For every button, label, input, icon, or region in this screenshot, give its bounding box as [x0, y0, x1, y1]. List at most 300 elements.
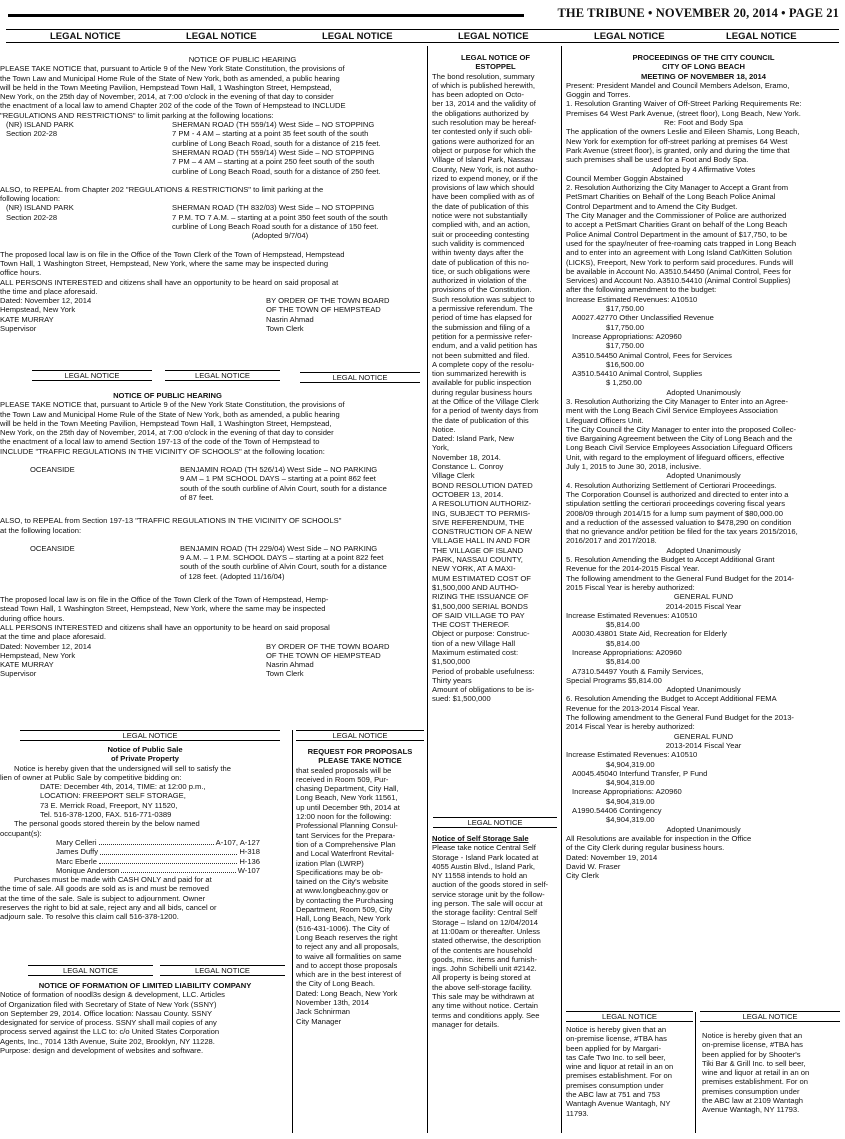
column-divider: [561, 46, 562, 1133]
occupant-unit: H-136: [239, 856, 260, 866]
text-line: at 11:00am or thereafter. Unless: [432, 926, 540, 936]
text-line: Please take notice Central Self: [432, 843, 536, 853]
text-line: Maximum estimated cost:: [432, 648, 519, 657]
text-line: The City Council the City Manager to enter into the proposed Collec-: [566, 424, 797, 434]
text-line: Dated: November 19, 2014: [566, 852, 658, 862]
text-line: notice were not substantially: [432, 211, 528, 221]
rfp-line: tained on the City's website: [296, 877, 389, 887]
location-line: 7 P.M. TO 7 A.M. – starting at a point 350 feet south of the south: [172, 212, 388, 222]
rfp-line: and Local Waterfront Revital-: [296, 849, 395, 859]
llc-line: on September 29, 2014. Office location: Nassau County. SSNY: [0, 1008, 213, 1018]
location-line: 7 PM - 4 AM – starting at a point 35 feet south of the south: [172, 129, 369, 139]
signature-line: Hempstead, New York: [0, 305, 76, 315]
estoppel-body: [432, 72, 559, 704]
text-line: Revenue for the 2014-2015 Fiscal Year.: [566, 564, 700, 574]
text-line: Goggin and Torres.: [566, 90, 631, 100]
repeal-line: following location:: [0, 194, 60, 204]
rfp-line: at www.longbeachny.gov or: [296, 886, 389, 896]
text-line: tas Cafe Two Inc. to sell beer,: [566, 1052, 666, 1062]
text-line: to accept a PetSmart Charities Grant on behalf of the Long Beach: [566, 220, 788, 230]
text-line: the obligations authorized by: [432, 108, 529, 118]
location-line: SHERMAN ROAD (TH 832/03) West Side – NO STOPPING: [172, 203, 375, 213]
text-line: Constance L. Conroy: [432, 462, 504, 472]
text-line: Special Programs $5,814.00: [566, 675, 662, 685]
sale-line: The personal goods stored therein by the below named: [14, 819, 200, 829]
occupant-row: [56, 847, 260, 856]
text-line: Adopted Unanimously: [666, 387, 741, 397]
occupant-unit: W-107: [237, 865, 260, 875]
signature-line: BY ORDER OF THE TOWN BOARD: [266, 296, 390, 306]
location-line: curbline of Long Beach Road, south for a distance of 215 feet.: [172, 138, 381, 148]
location-line: BENJAMIN ROAD (TH 229/04) West Side – NO PARKING: [180, 543, 378, 553]
liquor-license-notice-1: [566, 1025, 693, 1135]
notice-title: PLEASE TAKE NOTICE: [318, 756, 402, 766]
sale-line: the time of sale. All goods are sold as is and must be removed: [0, 884, 209, 894]
council-line: President Mandel and Council Members Adelson, Eramo,: [596, 80, 790, 90]
occupant-name: Marc Eberle: [56, 856, 97, 866]
rfp-line: Specifications may be ob-: [296, 867, 383, 877]
text-line: Unit, with regard to the employment of lifeguard officers, effective: [566, 452, 785, 462]
text-line: A3510.54450 Animal Control, Fees for Services: [572, 350, 732, 360]
sale-line: at the time of the sale. Sale is subject to adjournment. Owner: [0, 893, 206, 903]
legal-notice-label: LEGAL NOTICE: [433, 817, 557, 828]
rfp-line: chasing Department, City Hall,: [296, 784, 399, 794]
rfp-line: (516-431-1006). The City of: [296, 923, 390, 933]
text-line: after the following amendment to the budget:: [566, 285, 717, 295]
rfp-line: up until December 9th, 2014 at: [296, 802, 400, 812]
text-line: Avenue Wantagh, NY 11793.: [702, 1105, 800, 1115]
notice-title: NOTICE OF PUBLIC HEARING: [113, 391, 222, 400]
sale-line: adjourn sale. To resolve this claim call 516-378-1200.: [0, 912, 179, 922]
text-line: THE VILLAGE OF ISLAND: [432, 545, 524, 555]
signature-line: Dated: November 12, 2014: [0, 296, 92, 306]
text-line: Village Clerk: [432, 471, 475, 481]
body-line: the Town Law and Municipal Home Rule of the State of New York, both as amended, a public hearing: [0, 73, 340, 83]
text-line: 2013-2014 Fiscal Year: [665, 740, 742, 750]
text-line: the storage facility: Central Self: [432, 908, 538, 918]
text-line: object or purpose for which the: [432, 145, 536, 155]
repeal-line: ALSO, to REPEAL from Chapter 202 "REGULATIONS & RESTRICTIONS" to limit parking at the: [0, 184, 324, 194]
text-line: Increase Estimated Revenues: A10510: [566, 750, 698, 760]
signature-block: [0, 642, 425, 679]
text-line: a permissive referendum. The: [432, 304, 533, 314]
text-line: (LICKS), Freeport, New York to perform said procedures. Funds will: [566, 257, 794, 267]
text-line: All Resolutions are available for inspection in the Office: [566, 833, 752, 843]
parking-location: [0, 465, 425, 502]
text-line: of the contents are household: [432, 945, 533, 955]
text-line: Notice is hereby given that an: [702, 1031, 803, 1040]
legal-notice-label: LEGAL NOTICE: [28, 965, 153, 976]
text-line: endum, and a valid petition has: [432, 341, 538, 351]
location-line: of 87 feet.: [180, 492, 214, 502]
column-divider: [695, 1012, 696, 1133]
text-line: Increase Appropriations: A20960: [572, 787, 682, 797]
sale-line: Purchases must be made with CASH ONLY and paid for at: [14, 875, 212, 885]
rfp-line: tion of a Comprehensive Plan: [296, 839, 396, 849]
rfp-line: Department, Room 509, City: [296, 905, 393, 915]
text-line: Control Department and to Amend the City Budget.: [566, 201, 738, 211]
text-line: Adopted Unanimously: [666, 471, 741, 481]
text-line: be available in Account No. A3510.54450 (Animal Control, Fees for: [566, 266, 791, 276]
signature-line: Nasrin Ahmad: [266, 314, 314, 324]
location-line: 9 A.M. – 1 P.M. SCHOOL DAYS – starting at a point 822 feet: [180, 553, 384, 563]
text-line: OCTOBER 13, 2014.: [432, 489, 504, 499]
text-line: the ABC law at 2109 Wantagh: [702, 1096, 804, 1106]
text-line: tive Bargaining Agreement between the City of Long Beach and the: [566, 434, 793, 444]
rfp-line: which are in the best interest of: [296, 970, 402, 980]
rfp-line: Jack Schnirman: [296, 1007, 351, 1017]
file-line: The proposed local law is on file in the Office of the Town Clerk of the Town of Hempstead, Hemp-: [0, 595, 329, 605]
file-line: The proposed local law is on file in the Office of the Town Clerk of the Town of Hempstead, Hempstead: [0, 249, 345, 259]
notice-title: LEGAL NOTICE OF: [460, 53, 531, 62]
text-line: Thirty years: [432, 675, 472, 685]
location-section: Section 202-28: [6, 129, 58, 139]
parking-location: [0, 544, 425, 581]
text-line: The City Manager and the Commissioner of Police are authorized: [566, 211, 787, 221]
text-line: Dated: Island Park, New: [432, 434, 514, 444]
text-line: All property is being stored at: [432, 973, 531, 983]
text-line: Notice is hereby given that an: [566, 1025, 667, 1034]
column-divider: [292, 730, 293, 1133]
text-line: A3510.54410 Animal Control, Supplies: [572, 369, 703, 379]
text-line: 11793.: [566, 1108, 589, 1118]
legal-notice-label: LEGAL NOTICE: [160, 965, 285, 976]
text-line: Adopted Unanimously: [666, 824, 741, 834]
location-line: BENJAMIN ROAD (TH 526/14) West Side – NO PARKING: [180, 465, 378, 475]
text-line: provisions of the Constitution.: [432, 285, 532, 295]
liquor-license-notice-2: [702, 1031, 840, 1135]
signature-line: Town Clerk: [266, 324, 304, 334]
text-line: 5. Resolution Amending the Budget to Accept Additional Grant: [566, 555, 775, 565]
present-label: Present:: [566, 80, 595, 90]
text-line: Park Avenue (street floor), is granted, only and during the time that: [566, 145, 790, 155]
text-line: York,: [432, 443, 450, 453]
text-line: Such resolution was subject to: [432, 294, 535, 304]
masthead-title: THE TRIBUNE • NOVEMBER 20, 2014 • PAGE 21: [557, 6, 839, 20]
location-name: OCEANSIDE: [30, 465, 75, 475]
text-line: A7310.54497 Youth & Family Services,: [572, 666, 704, 676]
text-line: premises consumption under: [566, 1080, 664, 1090]
text-line: 2015 Fiscal Year is hereby authorized:: [566, 582, 695, 592]
section-header-bar: [6, 29, 839, 43]
text-line: Tiki Bar & Grill Inc. to sell beer,: [702, 1058, 806, 1068]
notice-title: REQUEST FOR PROPOSALS: [307, 747, 413, 756]
file-line: ALL PERSONS INTERESTED and citizens shall have an opportunity to be heard on said proposal: [0, 622, 330, 632]
location-line: curbline of Long Beach Road south for a distance of 150 feet.: [172, 222, 379, 232]
section-label: LEGAL NOTICE: [322, 31, 393, 42]
text-line: July 1, 2015 to June 30, 2018, inclusive.: [566, 462, 702, 472]
signature-line: OF THE TOWN OF HEMPSTEAD: [266, 305, 381, 315]
text-line: CONSTRUCTION OF A NEW: [432, 527, 532, 537]
request-for-proposals-notice: [296, 747, 424, 1133]
text-line: sued: $1,500,000: [432, 694, 491, 704]
body-line: will be held in the Town Meeting Pavilion, Hempstead Town Hall, 1 Washington Street, Hempstead,: [0, 418, 332, 428]
sale-line: Notice is hereby given that the undersigned will sell to satisfy the: [14, 763, 231, 773]
text-line: BOND RESOLUTION DATED: [432, 480, 533, 490]
signature-line: Nasrin Ahmad: [266, 660, 314, 670]
text-line: The Corporation Counsel is authorized and directed to enter into a: [566, 489, 789, 499]
signature-line: BY ORDER OF THE TOWN BOARD: [266, 641, 390, 651]
legal-notice-label: LEGAL NOTICE: [20, 730, 280, 741]
signature-line: Supervisor: [0, 669, 37, 679]
text-line: NY 11558 intends to hold an: [432, 871, 528, 881]
body-line: the enactment of a local law to amend Section 197-13 of the code of the Town of Hempstead to: [0, 437, 320, 447]
text-line: Increase Appropriations: A20960: [572, 648, 682, 657]
council-body: [566, 90, 841, 880]
text-line: date of publication of this no-: [432, 257, 530, 267]
notice-title: NOTICE OF PUBLIC HEARING: [188, 55, 297, 64]
text-line: $1,500,000 SERIAL BONDS: [432, 601, 528, 611]
location-line: SHERMAN ROAD (TH 559/14) West Side – NO STOPPING: [172, 147, 375, 157]
location-line: of 128 feet. (Adopted 11/16/04): [180, 571, 285, 581]
notice-title: Notice of Self Storage Sale: [432, 834, 529, 843]
text-line: tion of a new Village Hall: [432, 638, 516, 648]
location-line: (Adopted 9/7/04): [251, 231, 309, 241]
text-line: within twenty days after the: [432, 248, 524, 258]
public-hearing-notice-2: [0, 391, 425, 719]
text-line: rized to expend money, or if the: [432, 173, 538, 183]
text-line: on-premise license, #TBA has: [566, 1034, 667, 1044]
text-line: Services) and Account No. A3510.54410 (Animal Control Supplies): [566, 276, 791, 286]
text-line: have been complied with as of: [432, 192, 535, 202]
occupant-unit: H-318: [239, 847, 260, 857]
section-label: LEGAL NOTICE: [726, 31, 797, 42]
text-line: NEW YORK, AT A MAXI-: [432, 564, 516, 574]
text-line: tion summarized herewith is: [432, 369, 527, 379]
rfp-line: November 13th, 2014: [296, 998, 370, 1008]
notice-title: MEETING OF NOVEMBER 18, 2014: [641, 71, 766, 81]
text-line: ings. John Schibelli unit #2142.: [432, 964, 537, 974]
text-line: manager for details.: [432, 1019, 500, 1029]
text-line: at the Office of the Village Clerk: [432, 396, 539, 406]
notice-title: PROCEEDINGS OF THE CITY COUNCIL: [632, 53, 775, 62]
text-line: County, New York, is not autho-: [432, 164, 538, 174]
body-line: INCLUDE "TRAFFIC REGULATIONS IN THE VICINITY OF SCHOOLS" at the following location:: [0, 446, 325, 456]
text-line: Storage - Island Park located at: [432, 852, 539, 862]
text-line: authorized in violation of the: [432, 276, 527, 286]
text-line: Village of Island Park, Nassau: [432, 155, 534, 165]
sale-line: 73 E. Merrick Road, Freeport, NY 11520,: [40, 800, 178, 810]
occupant-unit: A-107, A-127: [215, 837, 260, 847]
masthead: [0, 0, 845, 26]
location-line: 7 PM – 4 AM – starting at a point 250 feet south of the south: [172, 157, 375, 167]
notice-title: Notice of Public Sale: [107, 745, 183, 754]
text-line: Increase Estimated Revenues: A10510: [566, 610, 698, 620]
text-line: any time without notice. Certain: [432, 1001, 538, 1011]
text-line: PARK, NASSAU COUNTY,: [432, 555, 523, 565]
text-line: Lifeguard Officers Unit.: [566, 415, 644, 425]
section-label: LEGAL NOTICE: [458, 31, 529, 42]
legal-notice-label: LEGAL NOTICE: [300, 372, 420, 383]
notice-title: NOTICE OF FORMATION OF LIMITED LIABILITY COMPANY: [38, 981, 252, 990]
text-line: goods, misc. items and furnish-: [432, 954, 538, 964]
text-line: been applied for by Margari-: [566, 1043, 661, 1053]
storage-body: [432, 843, 559, 1029]
text-line: service storage unit by the follow-: [432, 889, 545, 899]
text-line: A0045.45040 Interfund Transfer, P Fund: [572, 768, 708, 778]
text-line: Revenue for the 2013-2014 Fiscal Year.: [566, 703, 700, 713]
llc-line: Notice of formation of noodl3s design & development, LLC. Articles: [0, 990, 225, 1000]
text-line: ter contested only if such obli-: [432, 127, 533, 137]
signature-line: KATE MURRAY: [0, 314, 54, 324]
signature-line: Town Clerk: [266, 669, 304, 679]
occupant-row: [56, 857, 260, 866]
occupant-list: [0, 838, 260, 875]
rfp-line: the City of Long Beach.: [296, 979, 375, 989]
text-line: GENERAL FUND: [673, 731, 734, 741]
notice-title: ESTOPPEL: [475, 62, 516, 72]
text-line: A complete copy of the resolu-: [432, 359, 535, 369]
llc-line: Agents, Inc., 7014 13th Avenue, Suite 202, Brooklyn, NY 11228.: [0, 1036, 215, 1046]
rfp-line: City Manager: [296, 1016, 342, 1026]
text-line: 2016/2017 and 2017/2018.: [566, 536, 657, 546]
signature-line: OF THE TOWN OF HEMPSTEAD: [266, 650, 381, 660]
text-line: gations were authorized for an: [432, 136, 535, 146]
text-line: and to enter into an agreement with Long Island Cat/Kitten Solution: [566, 248, 792, 258]
body-line: PLEASE TAKE NOTICE that, pursuant to Article 9 of the New York State Constitution, the provisions of: [0, 400, 345, 410]
text-line: Adopted Unanimously: [666, 685, 741, 695]
rfp-line: Hall, Long Beach, New York: [296, 914, 391, 924]
text-line: used for the spay/neuter of free-roaming cats trapped in Long Beach: [566, 238, 797, 248]
text-line: the date of publication of this: [432, 415, 529, 425]
text-line: 1. Resolution Granting Waiver of Off-Street Parking Requirements Re:: [566, 99, 802, 109]
rfp-line: received in Room 509, Pur-: [296, 774, 389, 784]
text-line: $1,500,000: [432, 657, 471, 667]
text-line: 2014-2015 Fiscal Year: [665, 601, 742, 611]
file-line: Town Hall, 1 Washington Street, Hempstead, New York, where the same may be inspected during: [0, 258, 329, 268]
text-line: VILLAGE HALL IN AND FOR: [432, 536, 531, 546]
city-council-proceedings: [566, 53, 841, 1008]
text-line: Adopted by 4 Affirmative Votes: [651, 164, 756, 174]
text-line: ING, SUBJECT TO PERMIS-: [432, 508, 531, 518]
location-name: (NR) ISLAND PARK: [6, 120, 74, 130]
file-line: stead Town Hall, 1 Washington Street, Hempstead, New York, where the same may be inspected: [0, 604, 326, 614]
body-line: "REGULATIONS AND RESTRICTIONS" to limit parking at the following locations:: [0, 110, 274, 120]
rfp-line: tant Services for the Prepara-: [296, 830, 396, 840]
text-line: premises consumption under: [702, 1086, 800, 1096]
rfp-line: Long Beach, New York 11561,: [296, 793, 398, 803]
rfp-line: Long Beach reserves the right: [296, 932, 398, 942]
text-line: auction of the goods stored in self-: [432, 880, 549, 890]
text-line: SIVE REFERENDUM, THE: [432, 517, 525, 527]
text-line: $ 1,250.00: [606, 378, 642, 388]
file-line: the time and place aforesaid.: [0, 286, 98, 296]
text-line: $17,750.00: [606, 322, 645, 332]
text-line: the submission and filing of a: [432, 322, 530, 332]
signature-line: KATE MURRAY: [0, 660, 54, 670]
text-line: A0030.43801 State Aid, Recreation for Elderly: [572, 629, 727, 639]
parking-location: [0, 203, 425, 240]
rfp-line: by contacting the Purchasing: [296, 895, 394, 905]
text-line: provisions of law which should: [432, 183, 535, 193]
body-line: New York, on the 25th day of November, 2014, at 7:00 o'clock in the evening of that day to consider: [0, 428, 334, 438]
text-line: The application of the owners Leslie and Eileen Shamis, Long Beach,: [566, 127, 800, 137]
location-line: south of the south curbline of Alvin Court, south for a distance: [180, 562, 387, 572]
text-line: has been adopted on Octo-: [432, 90, 525, 100]
rfp-line: to reject any and all proposals,: [296, 942, 399, 952]
notice-body: [0, 64, 425, 120]
text-line: not been submitted and filed.: [432, 350, 530, 360]
rfp-line: that sealed proposals will be: [296, 765, 392, 775]
notice-title: CITY OF LONG BEACH: [662, 62, 745, 72]
text-line: 4. Resolution Authorizing Settlement of Certiorari Proceedings.: [566, 480, 777, 490]
occupant-row: [56, 866, 260, 875]
sale-line: DATE: December 4th, 2014, TIME: at 12:00 p.m.,: [40, 782, 206, 792]
text-line: Increase Appropriations: A20960: [572, 331, 682, 341]
text-line: THE COST THEREOF.: [432, 620, 510, 630]
rfp-line: Professional Planning Consul-: [296, 821, 398, 831]
text-line: Premises 64 West Park Avenue, (street floor), Long Beach, New York.: [566, 108, 801, 118]
occupant-name: Mary Celleri: [56, 837, 97, 847]
text-line: 3. Resolution Authorizing the City Manager to Enter into an Agree-: [566, 396, 789, 406]
occupant-row: [56, 838, 260, 847]
text-line: $16,500.00: [606, 359, 645, 369]
section-label: LEGAL NOTICE: [594, 31, 665, 42]
text-line: Increase Estimated Revenues: A10510: [566, 294, 698, 304]
sale-line: occupant(s):: [0, 828, 42, 838]
legal-notice-label: LEGAL NOTICE: [165, 370, 280, 381]
location-line: curbline of Long Beach Road, south for a distance of 250 feet.: [172, 166, 381, 176]
sale-line: Tel. 516-378-1200, FAX. 516-771-0389: [40, 810, 172, 820]
legal-notice-label: LEGAL NOTICE: [566, 1011, 693, 1022]
parking-location: [0, 120, 425, 176]
text-line: RIZING THE ISSUANCE OF: [432, 592, 529, 602]
text-line: such validity is commenced: [432, 238, 525, 248]
text-line: Re: Foot and Body Spa: [664, 118, 743, 128]
liquor-body: [702, 1031, 840, 1115]
text-line: Council Member Goggin Abstained: [566, 173, 684, 183]
rfp-line: and to accept those proposals: [296, 960, 398, 970]
location-name: (NR) ISLAND PARK: [6, 203, 74, 213]
text-line: and a reduction of the assessed valuation to $478,290 on condition: [566, 517, 792, 527]
text-line: $1,500,000 AND AUTHO-: [432, 582, 519, 592]
text-line: petition for a permissive refer-: [432, 331, 533, 341]
signature-line: Dated: November 12, 2014: [0, 641, 92, 651]
body-line: the enactment of a local law to amend Chapter 202 of the code of the Town of Hempstead to INCLUDE: [0, 101, 346, 111]
file-line: ALL PERSONS INTERESTED and citizens shall have an opportunity to be heard on said proposal at: [0, 277, 339, 287]
text-line: PetSmart Charities on Behalf of the Long Beach Police Animal: [566, 192, 776, 202]
sale-line: reserves the right to bid at sale, reject any and all bids, cancel or: [0, 903, 217, 913]
legal-notice-label: LEGAL NOTICE: [296, 730, 424, 741]
signature-line: Supervisor: [0, 324, 37, 334]
occupant-name: Monique Anderson: [56, 865, 120, 875]
text-line: $5,814.00: [606, 620, 640, 630]
signature-block: [0, 296, 425, 333]
text-line: A0027.42770 Other Unclassified Revenue: [572, 313, 714, 323]
text-line: Storage – Island on 12/04/2014: [432, 917, 538, 927]
text-line: available for public inspection: [432, 378, 532, 388]
location-line: SHERMAN ROAD (TH 559/14) West Side – NO STOPPING: [172, 120, 375, 130]
text-line: wine and liquor at retail in an on: [702, 1068, 810, 1078]
text-line: of which is published herewith,: [432, 80, 535, 90]
text-line: $5,814.00: [606, 638, 640, 648]
text-line: $4,904,319.00: [606, 796, 655, 806]
location-line: south of the south curbline of Alvin Court, south for a distance: [180, 483, 387, 493]
liquor-body: [566, 1025, 693, 1118]
text-line: MUM ESTIMATED COST OF: [432, 573, 531, 583]
text-line: $4,904,319.00: [606, 815, 655, 825]
legal-notice-label: LEGAL NOTICE: [700, 1011, 840, 1022]
text-line: A RESOLUTION AUTHORIZ-: [432, 499, 532, 509]
text-line: OF SAID VILLAGE TO PAY: [432, 610, 525, 620]
text-line: New York for exemption for off-street parking at premises 64 West: [566, 136, 788, 146]
location-line: 9 AM – 1 PM SCHOOL DAYS – starting at a point 862 feet: [180, 474, 376, 484]
text-line: complied with, and an action,: [432, 220, 530, 230]
llc-line: designated for service of process. SSNY shall mail copies of any: [0, 1018, 217, 1028]
text-line: ing person. The sale will occur at: [432, 899, 543, 909]
text-line: $4,904,319.00: [606, 778, 655, 788]
text-line: for a period of twenty days from: [432, 406, 539, 416]
